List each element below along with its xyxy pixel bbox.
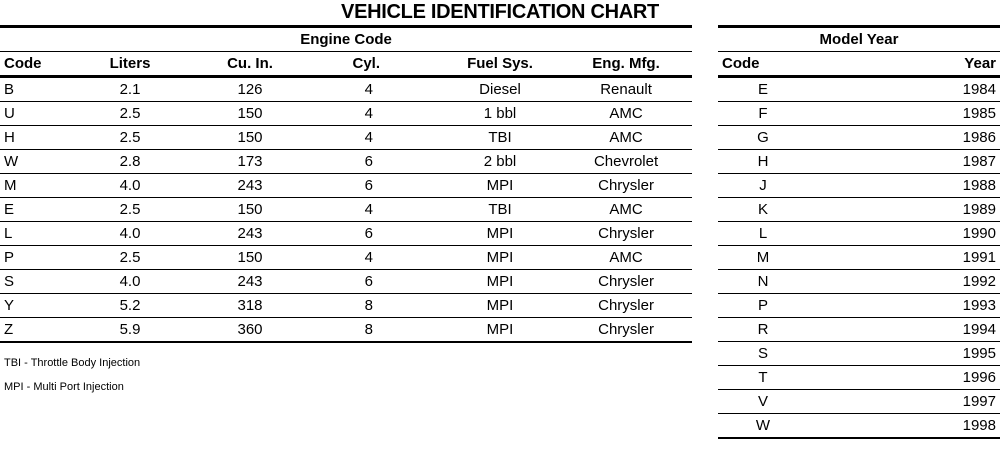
cell-fuel-sys: MPI (440, 222, 560, 246)
table-row (0, 102, 692, 126)
cell-code: M (0, 174, 70, 198)
cell-code: E (718, 77, 808, 102)
cell-liters: 5.2 (70, 294, 190, 318)
column-header-liters: Liters (70, 52, 190, 77)
column-header-code: Code (0, 52, 70, 77)
cell-year: 1993 (808, 294, 1000, 318)
cell-cu-in: 150 (190, 198, 310, 222)
cell-cu-in: 150 (190, 126, 310, 150)
cell-liters: 4.0 (70, 174, 190, 198)
cell-cu-in: 173 (190, 150, 310, 174)
cell-code: G (718, 126, 808, 150)
cell-year: 1990 (808, 222, 1000, 246)
cell-cyl: 6 (310, 222, 440, 246)
cell-year: 1986 (808, 126, 1000, 150)
cell-code: J (718, 174, 808, 198)
cell-code: T (718, 366, 808, 390)
cell-year: 1996 (808, 366, 1000, 390)
chart-title: VEHICLE IDENTIFICATION CHART (341, 1, 659, 23)
cell-code: M (718, 246, 808, 270)
cell-code: N (718, 270, 808, 294)
table-row (718, 246, 1000, 270)
cell-code: P (0, 246, 70, 270)
cell-year: 1997 (808, 390, 1000, 414)
table-row (718, 102, 1000, 126)
cell-code: V (718, 390, 808, 414)
footnote-mpi: MPI - Multi Port Injection (4, 381, 124, 393)
cell-code: Z (0, 318, 70, 343)
cell-liters: 2.5 (70, 126, 190, 150)
cell-liters: 2.8 (70, 150, 190, 174)
cell-cu-in: 243 (190, 174, 310, 198)
cell-eng-mfg: Renault (560, 77, 692, 102)
cell-cyl: 6 (310, 174, 440, 198)
cell-code: S (718, 342, 808, 366)
column-header-code: Code (718, 52, 808, 77)
cell-cyl: 8 (310, 318, 440, 343)
cell-fuel-sys: TBI (440, 198, 560, 222)
cell-code: W (0, 150, 70, 174)
cell-cu-in: 318 (190, 294, 310, 318)
cell-eng-mfg: Chrysler (560, 174, 692, 198)
cell-code: R (718, 318, 808, 342)
cell-code: E (0, 198, 70, 222)
cell-cyl: 4 (310, 102, 440, 126)
model-year-header: Model Year (718, 27, 1000, 52)
column-header-cyl: Cyl. (310, 52, 440, 77)
table-row (0, 150, 692, 174)
footnotes (4, 357, 140, 405)
cell-code: S (0, 270, 70, 294)
cell-cyl: 4 (310, 198, 440, 222)
cell-eng-mfg: Chrysler (560, 294, 692, 318)
cell-fuel-sys: MPI (440, 270, 560, 294)
cell-fuel-sys: MPI (440, 174, 560, 198)
cell-year: 1998 (808, 414, 1000, 439)
cell-year: 1987 (808, 150, 1000, 174)
cell-eng-mfg: Chrysler (560, 318, 692, 343)
column-header-year: Year (808, 52, 1000, 77)
cell-year: 1985 (808, 102, 1000, 126)
cell-year: 1992 (808, 270, 1000, 294)
cell-cyl: 4 (310, 126, 440, 150)
column-header-eng-mfg: Eng. Mfg. (560, 52, 692, 77)
table-row (0, 294, 692, 318)
cell-liters: 4.0 (70, 270, 190, 294)
cell-cyl: 4 (310, 246, 440, 270)
cell-eng-mfg: AMC (560, 246, 692, 270)
cell-cyl: 4 (310, 77, 440, 102)
table-row (718, 77, 1000, 102)
table-row (718, 318, 1000, 342)
column-header-cu-in: Cu. In. (190, 52, 310, 77)
cell-fuel-sys: TBI (440, 126, 560, 150)
table-row (718, 222, 1000, 246)
table-row (718, 126, 1000, 150)
table-row (0, 318, 692, 343)
cell-eng-mfg: AMC (560, 126, 692, 150)
cell-liters: 5.9 (70, 318, 190, 343)
cell-code: U (0, 102, 70, 126)
cell-fuel-sys: MPI (440, 246, 560, 270)
table-row (0, 246, 692, 270)
cell-liters: 2.5 (70, 102, 190, 126)
cell-code: K (718, 198, 808, 222)
cell-year: 1984 (808, 77, 1000, 102)
table-row (0, 77, 692, 102)
cell-cu-in: 126 (190, 77, 310, 102)
cell-fuel-sys: 2 bbl (440, 150, 560, 174)
cell-year: 1988 (808, 174, 1000, 198)
cell-code: P (718, 294, 808, 318)
cell-liters: 2.5 (70, 246, 190, 270)
engine-code-table (0, 25, 692, 343)
table-row (718, 342, 1000, 366)
column-header-fuel-sys: Fuel Sys. (440, 52, 560, 77)
cell-eng-mfg: Chrysler (560, 270, 692, 294)
cell-cu-in: 150 (190, 102, 310, 126)
cell-code: F (718, 102, 808, 126)
cell-year: 1991 (808, 246, 1000, 270)
table-row (718, 270, 1000, 294)
model-year-table (718, 25, 1000, 439)
cell-eng-mfg: Chrysler (560, 222, 692, 246)
cell-code: L (718, 222, 808, 246)
cell-fuel-sys: Diesel (440, 77, 560, 102)
cell-eng-mfg: AMC (560, 102, 692, 126)
table-row (0, 222, 692, 246)
table-row (0, 174, 692, 198)
table-row (718, 174, 1000, 198)
cell-cu-in: 150 (190, 246, 310, 270)
table-row (718, 366, 1000, 390)
cell-cu-in: 243 (190, 270, 310, 294)
cell-code: W (718, 414, 808, 439)
table-row (718, 294, 1000, 318)
cell-eng-mfg: Chevrolet (560, 150, 692, 174)
cell-liters: 2.1 (70, 77, 190, 102)
cell-code: H (0, 126, 70, 150)
cell-cyl: 6 (310, 270, 440, 294)
footnote-tbi: TBI - Throttle Body Injection (4, 357, 141, 369)
cell-code: Y (0, 294, 70, 318)
table-row (718, 414, 1000, 439)
table-row (718, 198, 1000, 222)
table-row (0, 270, 692, 294)
table-row (718, 150, 1000, 174)
cell-liters: 2.5 (70, 198, 190, 222)
table-row (0, 126, 692, 150)
cell-liters: 4.0 (70, 222, 190, 246)
cell-code: B (0, 77, 70, 102)
table-row (718, 390, 1000, 414)
cell-eng-mfg: AMC (560, 198, 692, 222)
table-row (0, 198, 692, 222)
cell-fuel-sys: 1 bbl (440, 102, 560, 126)
cell-fuel-sys: MPI (440, 318, 560, 343)
cell-code: H (718, 150, 808, 174)
cell-year: 1994 (808, 318, 1000, 342)
cell-year: 1995 (808, 342, 1000, 366)
cell-cu-in: 360 (190, 318, 310, 343)
cell-fuel-sys: MPI (440, 294, 560, 318)
cell-cyl: 8 (310, 294, 440, 318)
cell-year: 1989 (808, 198, 1000, 222)
engine-code-header: Engine Code (0, 27, 692, 52)
cell-cyl: 6 (310, 150, 440, 174)
cell-cu-in: 243 (190, 222, 310, 246)
cell-code: L (0, 222, 70, 246)
